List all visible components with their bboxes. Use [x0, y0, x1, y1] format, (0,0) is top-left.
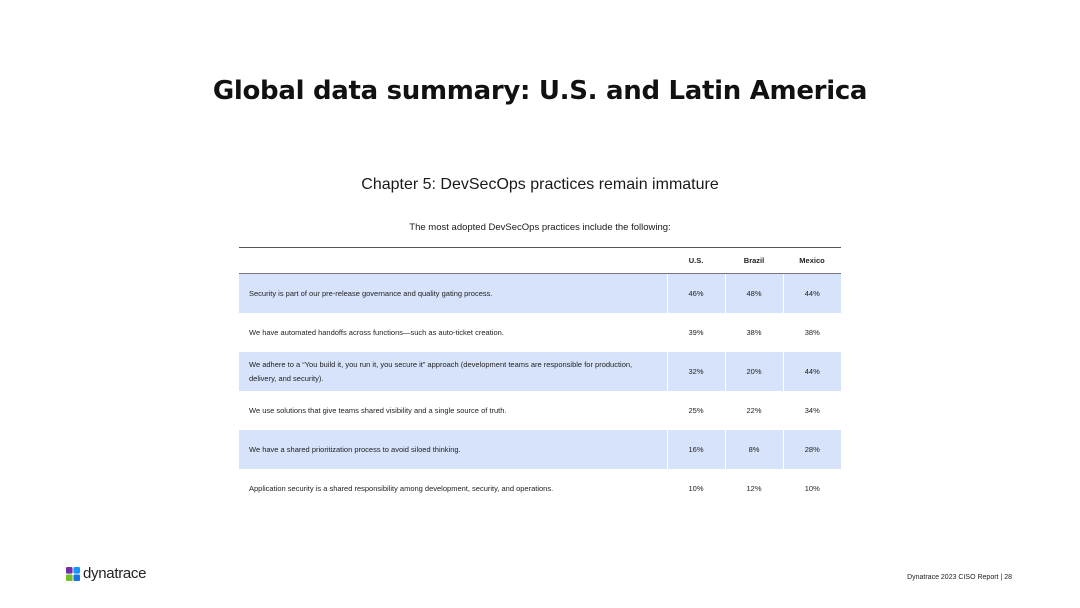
value-brazil: 38% [725, 313, 783, 352]
value-us: 46% [667, 274, 725, 314]
table-row [239, 274, 841, 314]
table-row [239, 313, 841, 352]
table-row [239, 391, 841, 430]
row-label: We adhere to a “You build it, you run it, you secure it” approach (development teams are responsible for production, delivery, and security). [239, 352, 667, 391]
table-intro: The most adopted DevSecOps practices include the following: [409, 222, 671, 233]
value-mexico: 34% [783, 391, 841, 430]
header-brazil: Brazil [725, 248, 783, 274]
header-mexico: Mexico [783, 248, 841, 274]
value-brazil: 12% [725, 469, 783, 508]
value-brazil: 20% [725, 352, 783, 391]
dynatrace-logo-icon [66, 567, 80, 581]
row-label: We have a shared prioritization process to avoid siloed thinking. [239, 430, 667, 469]
value-us: 10% [667, 469, 725, 508]
table-row [239, 469, 841, 508]
header-us: U.S. [667, 248, 725, 274]
value-brazil: 22% [725, 391, 783, 430]
page-title: Global data summary: U.S. and Latin America [212, 76, 868, 106]
value-us: 32% [667, 352, 725, 391]
value-brazil: 8% [725, 430, 783, 469]
row-label: Application security is a shared responsibility among development, security, and operations. [249, 483, 554, 493]
row-label: We have automated handoffs across functions—such as auto-ticket creation. [249, 327, 504, 337]
header-practice [239, 248, 667, 274]
value-us: 16% [667, 430, 725, 469]
value-mexico: 10% [783, 469, 841, 508]
table-row [239, 430, 841, 469]
value-mexico: 28% [783, 430, 841, 469]
value-us: 39% [667, 313, 725, 352]
value-mexico: 44% [783, 352, 841, 391]
value-us: 25% [667, 391, 725, 430]
value-brazil: 48% [725, 274, 783, 314]
row-label: Security is part of our pre-release governance and quality gating process. [239, 274, 667, 314]
table-header-row [239, 248, 841, 274]
value-mexico: 44% [783, 274, 841, 314]
dynatrace-logo [66, 565, 146, 582]
logo-wordmark: dynatrace [83, 565, 147, 582]
row-label: We use solutions that give teams shared visibility and a single source of truth. [249, 405, 507, 415]
chapter-heading: Chapter 5: DevSecOps practices remain immature [361, 176, 719, 193]
value-mexico: 38% [783, 313, 841, 352]
page-footer-label: Dynatrace 2023 CISO Report | 28 [907, 574, 1012, 581]
devsecops-table [239, 247, 841, 508]
table-row [239, 352, 841, 391]
